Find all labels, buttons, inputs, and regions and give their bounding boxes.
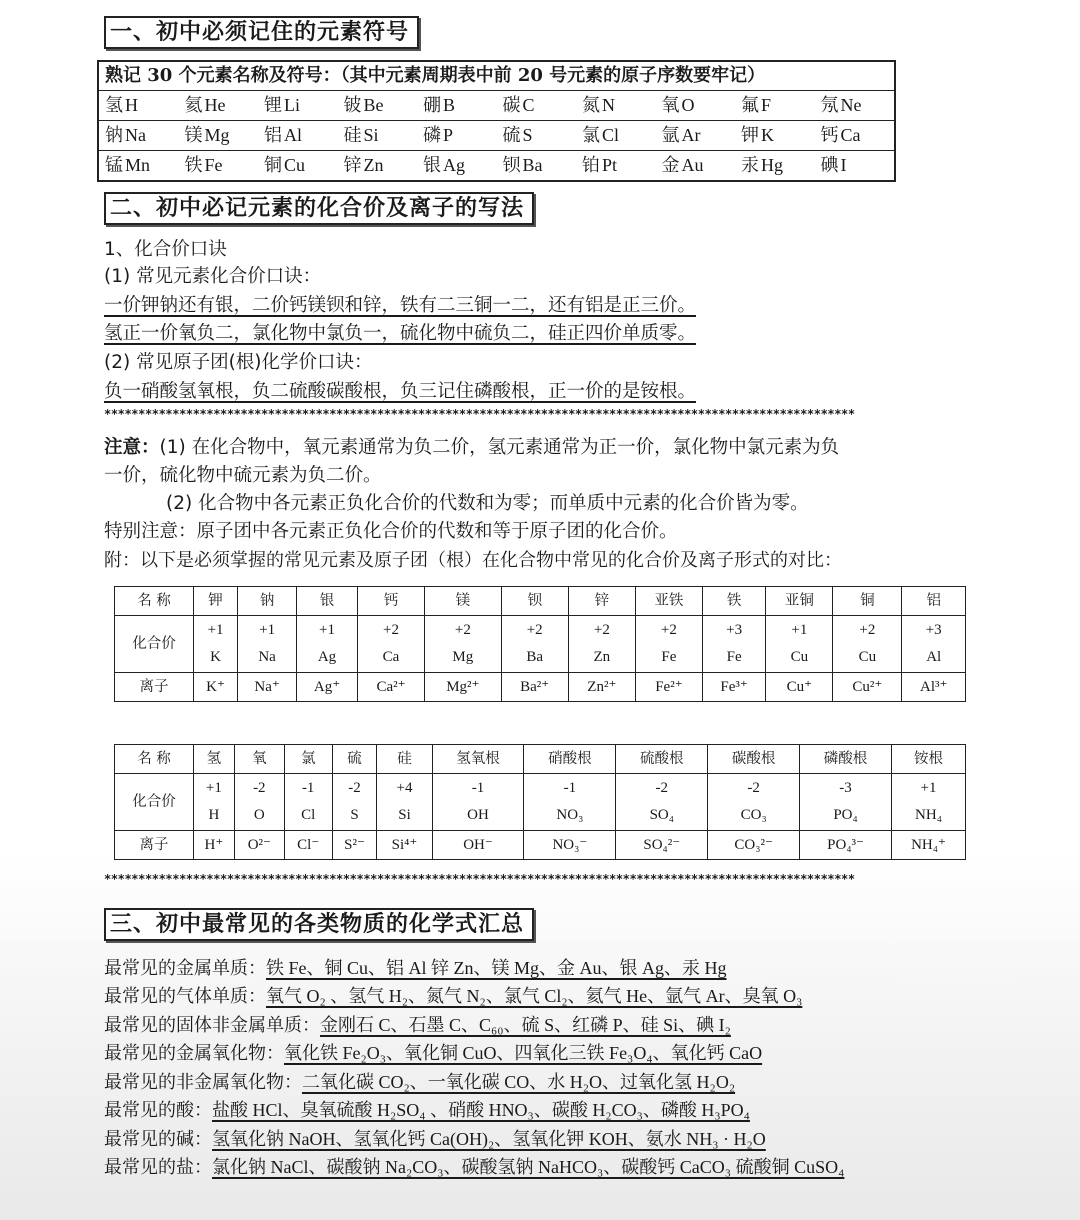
element-name: 铁 bbox=[184, 155, 203, 176]
element-name: 汞 bbox=[741, 155, 759, 176]
row-label-name: 名 称 bbox=[115, 745, 194, 774]
element-symbol: Ag bbox=[443, 155, 465, 175]
cell-name: 银 bbox=[297, 587, 358, 616]
cell-name: 钠 bbox=[238, 587, 297, 616]
element-symbol: He bbox=[204, 95, 226, 115]
element-symbol: B bbox=[443, 95, 456, 115]
formula-items: 氧气 O₂ 、氢气 H₂、氮气 N₂、氯气 Cl₂、氦气 He、氩气 Ar、臭氧 O₃ bbox=[266, 986, 803, 1006]
element-name: 钡 bbox=[502, 155, 521, 176]
cell-ion: O²⁻ bbox=[234, 831, 284, 860]
valence-number: +1 bbox=[791, 622, 808, 638]
element-name: 氟 bbox=[741, 95, 759, 116]
valence-number: +1 bbox=[259, 622, 276, 638]
valence-symbol: Cu bbox=[858, 649, 877, 665]
cell-ion: PO₄³⁻ bbox=[800, 831, 892, 860]
formula-category: 最常见的金属单质： bbox=[104, 958, 266, 979]
element-name: 硫 bbox=[502, 125, 521, 146]
element-name: 钙 bbox=[820, 125, 839, 146]
rhyme-line-1: 一价钾钠还有银，二价钙镁钡和锌，铁有二三铜一二，还有铝是正三价。 bbox=[104, 295, 697, 316]
cell-name: 钡 bbox=[501, 587, 568, 616]
valence-number: +2 bbox=[454, 622, 471, 638]
element-symbol: Au bbox=[681, 155, 704, 175]
cell-ion: Ca²⁺ bbox=[357, 673, 424, 702]
element-symbol: Ba bbox=[522, 155, 543, 175]
element-cell bbox=[576, 91, 656, 120]
element-cell bbox=[338, 151, 418, 180]
row-label-ion: 离子 bbox=[115, 831, 194, 860]
formula-line bbox=[104, 1098, 750, 1123]
formula-category: 最常见的金属氧化物： bbox=[104, 1043, 284, 1064]
valence-number: +2 bbox=[859, 622, 876, 638]
valence-symbol: Ag bbox=[317, 649, 337, 665]
valence-number: +2 bbox=[526, 622, 543, 638]
element-name: 锂 bbox=[264, 95, 282, 116]
element-cell bbox=[576, 151, 656, 180]
valence-number: +1 bbox=[319, 622, 335, 638]
formula-line bbox=[104, 1070, 735, 1095]
element-grid bbox=[99, 91, 894, 180]
rhyme-line-2: 氢正一价氧负二，氯化物中氯负一，硫化物中硫负二，硅正四价单质零。 bbox=[104, 323, 697, 344]
cell-ion: SO₄²⁻ bbox=[616, 831, 708, 860]
valence-number: -2 bbox=[747, 780, 760, 796]
element-name: 钠 bbox=[105, 125, 123, 146]
element-symbol: Li bbox=[284, 95, 300, 115]
cell-ion: Cu²⁺ bbox=[833, 673, 902, 702]
element-name: 锌 bbox=[343, 155, 362, 176]
special-note: 特别注意：原子团中各元素正负化合价的代数和等于原子团的化合价。 bbox=[104, 521, 678, 542]
cell-name: 硫酸根 bbox=[616, 745, 708, 774]
valence-rhyme-heading: 1、化合价口诀 bbox=[104, 239, 227, 260]
formula-line bbox=[104, 984, 802, 1009]
cell-name: 氢 bbox=[194, 745, 235, 774]
valence-symbol: Fe bbox=[661, 649, 677, 665]
formula-items: 二氧化碳 CO₂、一氧化碳 CO、水 H₂O、过氧化氢 H₂O₂ bbox=[302, 1072, 736, 1092]
cell-valence bbox=[332, 774, 377, 831]
cell-name: 钙 bbox=[357, 587, 424, 616]
cell-ion: Cu⁺ bbox=[766, 673, 833, 702]
element-name: 镁 bbox=[184, 125, 203, 146]
cell-ion: Fe³⁺ bbox=[702, 673, 765, 702]
formula-line bbox=[104, 1041, 762, 1066]
cell-ion: Si⁴⁺ bbox=[377, 831, 432, 860]
cell-name: 硫 bbox=[332, 745, 377, 774]
cell-name: 铵根 bbox=[892, 745, 966, 774]
cell-ion: Ba²⁺ bbox=[501, 673, 568, 702]
element-cell bbox=[735, 151, 815, 180]
element-name: 银 bbox=[423, 155, 441, 176]
element-symbol: I bbox=[840, 155, 847, 175]
cell-name: 碳酸根 bbox=[708, 745, 800, 774]
valence-symbol: SO₄ bbox=[649, 807, 674, 823]
formula-items: 氢氧化钠 NaOH、氢氧化钙 Ca(OH)₂、氢氧化钾 KOH、氨水 NH₃ · H₂O bbox=[212, 1129, 766, 1149]
valence-symbol: Na bbox=[258, 649, 276, 665]
element-symbol: Al bbox=[284, 125, 302, 145]
element-name: 铝 bbox=[264, 125, 282, 146]
cell-name: 氯 bbox=[284, 745, 332, 774]
valence-number: +2 bbox=[593, 622, 610, 638]
valence-symbol: Si bbox=[398, 807, 411, 823]
formula-line bbox=[104, 1013, 731, 1038]
element-symbol: Na bbox=[125, 125, 146, 145]
element-symbol: F bbox=[761, 95, 772, 115]
element-name: 硅 bbox=[343, 125, 362, 146]
element-cell bbox=[338, 121, 418, 150]
cell-name: 铜 bbox=[833, 587, 902, 616]
formula-category: 最常见的气体单质： bbox=[104, 986, 266, 1007]
cell-ion: OH⁻ bbox=[432, 831, 524, 860]
element-name: 钾 bbox=[741, 125, 759, 146]
element-symbol: Cl bbox=[602, 125, 620, 145]
valence-number: +3 bbox=[726, 622, 743, 638]
element-cell bbox=[179, 91, 259, 120]
element-symbol: Ca bbox=[840, 125, 861, 145]
element-cell bbox=[417, 151, 497, 180]
valence-number: -3 bbox=[839, 780, 852, 796]
cell-ion: Zn²⁺ bbox=[568, 673, 635, 702]
cell-valence bbox=[377, 774, 432, 831]
cell-valence bbox=[284, 774, 332, 831]
valence-symbol: O bbox=[253, 807, 265, 823]
valence-number: +2 bbox=[383, 622, 399, 638]
cell-name: 锌 bbox=[568, 587, 635, 616]
valence-symbol: Al bbox=[926, 649, 942, 665]
cell-name: 铁 bbox=[702, 587, 765, 616]
element-name: 氦 bbox=[184, 95, 203, 116]
cell-ion: Al³⁺ bbox=[902, 673, 966, 702]
cell-name: 氧 bbox=[234, 745, 284, 774]
row-label-valence: 化合价 bbox=[115, 774, 194, 831]
formula-category: 最常见的盐： bbox=[104, 1157, 212, 1178]
cell-valence bbox=[833, 616, 902, 673]
section-2-heading: 二、初中必记元素的化合价及离子的写法 bbox=[104, 192, 534, 225]
element-cell bbox=[99, 151, 179, 180]
note-1-continued: 一价，硫化物中硫元素为负二价。 bbox=[104, 465, 382, 486]
element-symbol: Be bbox=[363, 95, 384, 115]
element-row bbox=[99, 151, 894, 180]
cell-valence bbox=[234, 774, 284, 831]
element-name: 氩 bbox=[661, 125, 680, 146]
cell-valence bbox=[194, 616, 238, 673]
element-rhyme-heading: (1) 常见元素化合价口诀： bbox=[104, 266, 322, 287]
valence-number: +4 bbox=[396, 780, 413, 796]
valence-number: -1 bbox=[471, 780, 485, 796]
element-cell bbox=[656, 91, 736, 120]
cell-name: 磷酸根 bbox=[800, 745, 892, 774]
cell-valence bbox=[194, 774, 235, 831]
formula-category: 最常见的酸： bbox=[104, 1100, 212, 1121]
element-symbol: Cu bbox=[284, 155, 306, 175]
element-name: 硼 bbox=[423, 95, 441, 116]
element-name: 碳 bbox=[502, 95, 521, 116]
star-divider-2: ************************************************************************************************************** bbox=[104, 872, 855, 886]
cell-ion: S²⁻ bbox=[332, 831, 377, 860]
formula-line bbox=[104, 1155, 844, 1180]
cell-valence bbox=[635, 616, 702, 673]
element-name: 氖 bbox=[820, 95, 839, 116]
element-cell bbox=[735, 121, 815, 150]
element-cell bbox=[815, 91, 895, 120]
section-3-heading: 三、初中最常见的各类物质的化学式汇总 bbox=[104, 908, 534, 941]
section-1-heading: 一、初中必须记住的元素符号 bbox=[104, 16, 419, 49]
element-name: 氮 bbox=[582, 95, 600, 116]
valence-symbol: CO₃ bbox=[740, 807, 767, 823]
row-label-valence: 化合价 bbox=[115, 616, 194, 673]
cell-valence bbox=[800, 774, 892, 831]
formula-items: 金刚石 C、石墨 C、C₆₀、硫 S、红磷 P、硅 Si、碘 I₂ bbox=[320, 1015, 731, 1035]
element-box-title: 熟记 30 个元素名称及符号：（其中元素周期表中前 20 号元素的原子序数要牢记） bbox=[99, 62, 894, 91]
valence-symbol: PO₄ bbox=[833, 807, 858, 823]
note-2: (2) 化合物中各元素正负化合价的代数和为零；而单质中元素的化合价皆为零。 bbox=[166, 493, 809, 514]
valence-symbol: Mg bbox=[452, 649, 474, 665]
valence-number: +1 bbox=[920, 780, 937, 796]
element-cell bbox=[815, 151, 895, 180]
element-symbol: Ne bbox=[840, 95, 862, 115]
element-name: 磷 bbox=[423, 125, 441, 146]
valence-number: -2 bbox=[655, 780, 669, 796]
formula-items: 盐酸 HCl、臭氧硫酸 H₂SO₄ 、硝酸 HNO₃、碳酸 H₂CO₃、磷酸 H₃PO₄ bbox=[212, 1100, 750, 1120]
cell-name: 亚铁 bbox=[635, 587, 702, 616]
row-label-name: 名 称 bbox=[115, 587, 194, 616]
element-row bbox=[99, 91, 894, 121]
element-cell bbox=[258, 121, 338, 150]
cell-valence bbox=[892, 774, 966, 831]
valence-symbol: Ca bbox=[382, 649, 400, 665]
element-symbol: Mg bbox=[204, 125, 230, 145]
cell-valence bbox=[501, 616, 568, 673]
valence-number: +3 bbox=[925, 622, 942, 638]
valence-number: -1 bbox=[563, 780, 577, 796]
element-cell bbox=[417, 91, 497, 120]
formula-items: 氧化铁 Fe₂O₃、氧化铜 CuO、四氧化三铁 Fe₃O₄、氧化钙 CaO bbox=[284, 1043, 763, 1063]
cell-name: 氢氧根 bbox=[432, 745, 524, 774]
formula-category: 最常见的非金属氧化物： bbox=[104, 1072, 302, 1093]
note-1 bbox=[104, 436, 839, 460]
element-symbol: Hg bbox=[761, 155, 783, 175]
cell-name: 硝酸根 bbox=[524, 745, 616, 774]
formula-category: 最常见的碱： bbox=[104, 1129, 212, 1150]
cell-name: 铝 bbox=[902, 587, 966, 616]
row-label-ion: 离子 bbox=[115, 673, 194, 702]
valence-table-nonmetals bbox=[114, 744, 966, 860]
formula-items: 铁 Fe、铜 Cu、铝 Al 锌 Zn、镁 Mg、金 Au、银 Ag、汞 Hg bbox=[266, 958, 727, 978]
element-cell bbox=[179, 151, 259, 180]
valence-symbol: Cu bbox=[790, 649, 809, 665]
cell-ion: CO₃²⁻ bbox=[708, 831, 800, 860]
cell-ion: K⁺ bbox=[194, 673, 238, 702]
cell-ion: NO₃⁻ bbox=[524, 831, 616, 860]
cell-valence bbox=[357, 616, 424, 673]
element-symbol: Zn bbox=[363, 155, 384, 175]
cell-valence bbox=[902, 616, 966, 673]
element-symbol: C bbox=[522, 95, 535, 115]
element-cell bbox=[497, 151, 577, 180]
element-symbol: O bbox=[681, 95, 695, 115]
valence-symbol: Cl bbox=[301, 807, 316, 823]
valence-symbol: S bbox=[350, 807, 359, 823]
cell-valence bbox=[568, 616, 635, 673]
valence-symbol: NH₄ bbox=[915, 807, 942, 823]
cell-name: 镁 bbox=[425, 587, 502, 616]
element-cell bbox=[735, 91, 815, 120]
element-name: 氯 bbox=[582, 125, 600, 146]
formula-line bbox=[104, 1127, 766, 1152]
cell-ion: Fe²⁺ bbox=[635, 673, 702, 702]
element-cell bbox=[656, 121, 736, 150]
valence-number: +2 bbox=[660, 622, 677, 638]
element-symbol: Ar bbox=[681, 125, 701, 145]
element-name: 金 bbox=[661, 155, 680, 176]
cell-valence bbox=[616, 774, 708, 831]
element-symbol: N bbox=[602, 95, 615, 115]
element-name: 碘 bbox=[820, 155, 839, 176]
element-name: 氢 bbox=[105, 95, 123, 116]
element-symbol: Mn bbox=[125, 155, 151, 175]
valence-symbol: Zn bbox=[593, 649, 611, 665]
element-name: 铜 bbox=[264, 155, 282, 176]
valence-number: -2 bbox=[348, 780, 361, 796]
cell-name: 钾 bbox=[194, 587, 238, 616]
element-cell bbox=[497, 121, 577, 150]
element-symbol: H bbox=[125, 95, 138, 115]
cell-valence bbox=[524, 774, 616, 831]
element-name: 氧 bbox=[661, 95, 680, 116]
cell-ion: H⁺ bbox=[194, 831, 235, 860]
valence-symbol: OH bbox=[467, 807, 489, 823]
cell-name: 亚铜 bbox=[766, 587, 833, 616]
cell-ion: NH₄⁺ bbox=[892, 831, 966, 860]
valence-number: +1 bbox=[207, 622, 224, 638]
element-cell bbox=[815, 121, 895, 150]
element-cell bbox=[258, 91, 338, 120]
formula-items: 氯化钠 NaCl、碳酸钠 Na₂CO₃、碳酸氢钠 NaHCO₃、碳酸钙 CaCO₃ 硫酸铜 CuSO₄ bbox=[212, 1157, 845, 1177]
cell-valence bbox=[432, 774, 524, 831]
valence-number: -1 bbox=[301, 780, 315, 796]
note-label: 注意： bbox=[104, 437, 160, 458]
element-cell bbox=[338, 91, 418, 120]
valence-symbol: NO₃ bbox=[556, 807, 584, 823]
element-cell bbox=[99, 121, 179, 150]
element-symbol: K bbox=[761, 125, 774, 145]
valence-table-metals bbox=[114, 586, 966, 702]
element-cell bbox=[497, 91, 577, 120]
radical-rhyme-heading: (2) 常见原子团(根)化学价口诀： bbox=[104, 352, 373, 373]
valence-number: -2 bbox=[253, 780, 266, 796]
valence-symbol: H bbox=[208, 807, 220, 823]
element-symbol: S bbox=[522, 125, 533, 145]
cell-ion: Ag⁺ bbox=[297, 673, 358, 702]
element-row bbox=[99, 121, 894, 151]
element-name: 铂 bbox=[582, 155, 600, 176]
element-symbol: Si bbox=[363, 125, 379, 145]
element-symbol: P bbox=[443, 125, 454, 145]
cell-ion: Mg²⁺ bbox=[425, 673, 502, 702]
cell-ion: Na⁺ bbox=[238, 673, 297, 702]
note-1-text-a: (1) 在化合物中，氧元素通常为负二价，氢元素通常为正一价，氯化物中氯元素为负 bbox=[159, 437, 840, 458]
element-symbol: Fe bbox=[204, 155, 223, 175]
element-symbol: Pt bbox=[602, 155, 618, 175]
element-cell bbox=[656, 151, 736, 180]
element-name: 锰 bbox=[105, 155, 123, 176]
element-cell bbox=[258, 151, 338, 180]
element-cell bbox=[99, 91, 179, 120]
cell-valence bbox=[766, 616, 833, 673]
element-name: 铍 bbox=[343, 95, 362, 116]
valence-symbol: Ba bbox=[526, 649, 544, 665]
formula-category: 最常见的固体非金属单质： bbox=[104, 1015, 320, 1036]
element-cell bbox=[179, 121, 259, 150]
appendix-note: 附：以下是必须掌握的常见元素及原子团（根）在化合物中常见的化合价及离子形式的对比： bbox=[104, 550, 842, 571]
valence-symbol: Fe bbox=[726, 649, 742, 665]
cell-valence bbox=[238, 616, 297, 673]
element-cell bbox=[576, 121, 656, 150]
valence-number: +1 bbox=[205, 780, 222, 796]
star-divider: ************************************************************************************************************** bbox=[104, 407, 855, 421]
formula-line bbox=[104, 956, 727, 981]
cell-ion: Cl⁻ bbox=[284, 831, 332, 860]
cell-valence bbox=[702, 616, 765, 673]
element-cell bbox=[417, 121, 497, 150]
valence-symbol: K bbox=[210, 649, 221, 665]
cell-valence bbox=[708, 774, 800, 831]
cell-valence bbox=[425, 616, 502, 673]
rhyme-line-3: 负一硝酸氢氧根，负二硫酸碳酸根，负三记住磷酸根，正一价的是铵根。 bbox=[104, 381, 697, 402]
cell-valence bbox=[297, 616, 358, 673]
cell-name: 硅 bbox=[377, 745, 432, 774]
element-symbol-box bbox=[97, 60, 896, 182]
